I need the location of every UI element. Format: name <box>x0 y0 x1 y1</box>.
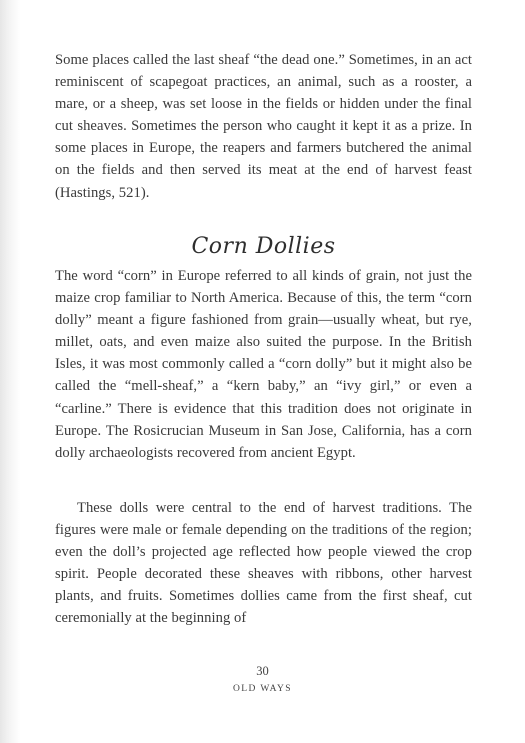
body-paragraph-1: Some places called the last sheaf “the dead one.” Sometimes, in an act reminiscent of scapegoat practices, an animal, such as a rooster, a mare, or a sheep, was set loose in the fields or hidden under the final cut sheaves. Sometimes the person who caught it kept it as a prize. In some places in Europe, the reapers and farmers butchered the animal on the fields and then served its meat at the end of harvest feast (Hastings, 521). <box>55 52 472 201</box>
body-paragraph-2: The word “corn” in Europe referred to all kinds of grain, not just the maize crop familiar to North America. Because of this, the term “corn dolly” meant a figure fashioned from grain—usually wheat, but rye, millet, oats, and even maize also suited the purpose. In the British Isles, it was most commonly called a “corn dolly” but it might also be called the “mell-sheaf,” a “kern baby,” an “ivy girl,” or even a “carline.” There is evidence that this tradition does not originate in Europe. The Rosicrucian Museum in San Jose, California, has a corn dolly archaeologists recovered from ancient Egypt. <box>55 268 472 461</box>
page-number: 30 <box>256 664 269 678</box>
running-footer: OLD WAYS <box>233 684 292 694</box>
page-gutter-shadow <box>0 0 20 743</box>
section-heading: Corn Dollies <box>191 234 336 259</box>
body-paragraph-3: These dolls were central to the end of harvest traditions. The figures were male or female depending on the traditions of the region; even the doll’s projected age reflected how people viewed the crop spirit. People decorated these sheaves with ribbons, other harvest plants, and fruits. Sometimes dollies came from the first sheaf, cut ceremonially at the beginning of <box>55 500 472 627</box>
